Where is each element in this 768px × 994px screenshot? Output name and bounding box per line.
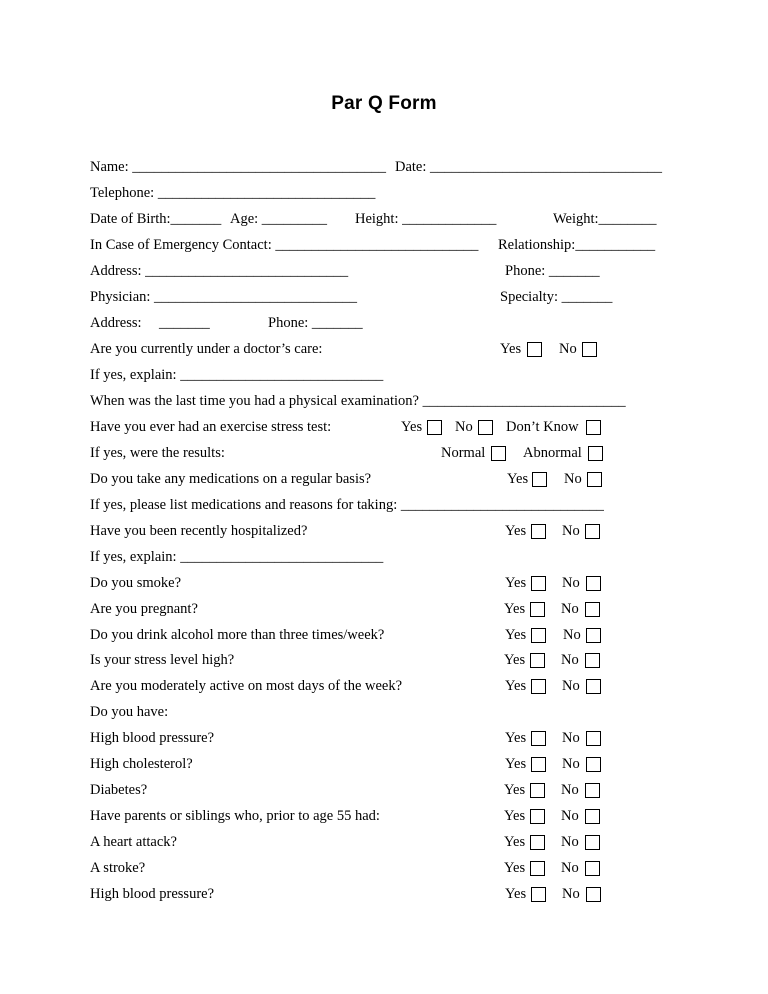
no-label: No bbox=[562, 730, 580, 746]
family-hbp-yes-checkbox[interactable] bbox=[531, 887, 546, 902]
smoke-no-checkbox[interactable] bbox=[586, 576, 601, 591]
question-pregnant: Are you pregnant? bbox=[90, 601, 198, 617]
no-label: No bbox=[455, 419, 473, 435]
page-title: Par Q Form bbox=[331, 93, 437, 114]
active-yes-checkbox[interactable] bbox=[531, 679, 546, 694]
physical-exam-field[interactable]: When was the last time you had a physical examination? ____________________________ bbox=[90, 393, 626, 409]
question-hospitalized: Have you been recently hospitalized? bbox=[90, 523, 308, 539]
diabetes-yes-checkbox[interactable] bbox=[530, 783, 545, 798]
yes-label: Yes bbox=[504, 652, 526, 668]
yes-label: Yes bbox=[505, 523, 527, 539]
heart-attack-no-checkbox[interactable] bbox=[585, 835, 600, 850]
yes-label: Yes bbox=[504, 808, 526, 824]
yes-label: Yes bbox=[505, 575, 527, 591]
emergency-contact-field[interactable]: In Case of Emergency Contact: ____________________________ bbox=[90, 237, 479, 253]
physician-address-field[interactable]: _______ bbox=[159, 315, 210, 331]
results-abnormal-checkbox[interactable] bbox=[588, 446, 603, 461]
question-medications: Do you take any medications on a regular basis? bbox=[90, 471, 372, 487]
yes-label: Yes bbox=[504, 601, 526, 617]
yes-label: Yes bbox=[505, 730, 527, 746]
no-label: No bbox=[561, 652, 579, 668]
question-smoke: Do you smoke? bbox=[90, 575, 182, 591]
pregnant-yes-checkbox[interactable] bbox=[530, 602, 545, 617]
pregnant-no-checkbox[interactable] bbox=[585, 602, 600, 617]
medications-list-field[interactable]: If yes, please list medications and reasons for taking: ____________________________ bbox=[90, 497, 604, 513]
hospitalized-yes-checkbox[interactable] bbox=[531, 524, 546, 539]
question-stress-level: Is your stress level high? bbox=[90, 652, 235, 668]
hbp-yes-checkbox[interactable] bbox=[531, 731, 546, 746]
no-label: No bbox=[561, 834, 579, 850]
no-label: No bbox=[561, 860, 579, 876]
yes-label: Yes bbox=[500, 341, 522, 357]
weight-field[interactable]: Weight:________ bbox=[553, 211, 657, 227]
name-field[interactable]: Name: ___________________________________ bbox=[90, 159, 387, 175]
question-family-high-blood-pressure: High blood pressure? bbox=[90, 886, 215, 902]
abnormal-label: Abnormal bbox=[523, 445, 582, 461]
dont-know-label: Don’t Know bbox=[506, 419, 579, 435]
stress-test-no-checkbox[interactable] bbox=[478, 420, 493, 435]
stress-test-dont-know-checkbox[interactable] bbox=[586, 420, 601, 435]
hospitalized-no-checkbox[interactable] bbox=[585, 524, 600, 539]
height-field[interactable]: Height: _____________ bbox=[355, 211, 497, 227]
heart-attack-yes-checkbox[interactable] bbox=[530, 835, 545, 850]
doctor-care-yes-checkbox[interactable] bbox=[527, 342, 542, 357]
stress-test-yes-checkbox[interactable] bbox=[427, 420, 442, 435]
yes-label: Yes bbox=[505, 756, 527, 772]
no-label: No bbox=[561, 782, 579, 798]
no-label: No bbox=[562, 886, 580, 902]
telephone-field[interactable]: Telephone: ______________________________ bbox=[90, 185, 376, 201]
yes-label: Yes bbox=[505, 627, 527, 643]
yes-label: Yes bbox=[507, 471, 529, 487]
no-label: No bbox=[562, 756, 580, 772]
no-label: No bbox=[561, 601, 579, 617]
medications-no-checkbox[interactable] bbox=[587, 472, 602, 487]
physician-phone-field[interactable]: Phone: _______ bbox=[268, 315, 363, 331]
explain-field-2[interactable]: If yes, explain: ____________________________ bbox=[90, 549, 384, 565]
age-field[interactable]: Age: _________ bbox=[230, 211, 328, 227]
cholesterol-no-checkbox[interactable] bbox=[586, 757, 601, 772]
doctor-care-no-checkbox[interactable] bbox=[582, 342, 597, 357]
question-parents-siblings: Have parents or siblings who, prior to age 55 had: bbox=[90, 808, 380, 824]
explain-field-1[interactable]: If yes, explain: ____________________________ bbox=[90, 367, 384, 383]
question-alcohol: Do you drink alcohol more than three times/week? bbox=[90, 627, 385, 643]
stroke-no-checkbox[interactable] bbox=[585, 861, 600, 876]
yes-label: Yes bbox=[504, 860, 526, 876]
no-label: No bbox=[562, 678, 580, 694]
stress-no-checkbox[interactable] bbox=[585, 653, 600, 668]
results-normal-checkbox[interactable] bbox=[491, 446, 506, 461]
physician-address-label: Address: bbox=[90, 315, 142, 331]
question-heart-attack: A heart attack? bbox=[90, 834, 177, 850]
normal-label: Normal bbox=[441, 445, 486, 461]
do-you-have-heading: Do you have: bbox=[90, 704, 169, 720]
smoke-yes-checkbox[interactable] bbox=[531, 576, 546, 591]
question-high-cholesterol: High cholesterol? bbox=[90, 756, 193, 772]
relationship-field[interactable]: Relationship:___________ bbox=[498, 237, 656, 253]
physician-field[interactable]: Physician: ____________________________ bbox=[90, 289, 358, 305]
specialty-field[interactable]: Specialty: _______ bbox=[500, 289, 613, 305]
no-label: No bbox=[564, 471, 582, 487]
alcohol-yes-checkbox[interactable] bbox=[531, 628, 546, 643]
question-stress-test: Have you ever had an exercise stress test: bbox=[90, 419, 332, 435]
diabetes-no-checkbox[interactable] bbox=[585, 783, 600, 798]
no-label: No bbox=[562, 523, 580, 539]
question-high-blood-pressure: High blood pressure? bbox=[90, 730, 215, 746]
dob-field[interactable]: Date of Birth:_______ bbox=[90, 211, 222, 227]
no-label: No bbox=[563, 627, 581, 643]
active-no-checkbox[interactable] bbox=[586, 679, 601, 694]
alcohol-no-checkbox[interactable] bbox=[586, 628, 601, 643]
question-stroke: A stroke? bbox=[90, 860, 146, 876]
hbp-no-checkbox[interactable] bbox=[586, 731, 601, 746]
yes-label: Yes bbox=[401, 419, 423, 435]
parents-yes-checkbox[interactable] bbox=[530, 809, 545, 824]
family-hbp-no-checkbox[interactable] bbox=[586, 887, 601, 902]
yes-label: Yes bbox=[504, 834, 526, 850]
medications-yes-checkbox[interactable] bbox=[532, 472, 547, 487]
parents-no-checkbox[interactable] bbox=[585, 809, 600, 824]
no-label: No bbox=[559, 341, 577, 357]
stress-yes-checkbox[interactable] bbox=[530, 653, 545, 668]
stroke-yes-checkbox[interactable] bbox=[530, 861, 545, 876]
results-label: If yes, were the results: bbox=[90, 445, 225, 461]
question-active: Are you moderately active on most days of the week? bbox=[90, 678, 403, 694]
no-label: No bbox=[561, 808, 579, 824]
question-diabetes: Diabetes? bbox=[90, 782, 148, 798]
cholesterol-yes-checkbox[interactable] bbox=[531, 757, 546, 772]
date-field[interactable]: Date: ________________________________ bbox=[395, 159, 663, 175]
yes-label: Yes bbox=[505, 886, 527, 902]
question-doctor-care: Are you currently under a doctor’s care: bbox=[90, 341, 323, 357]
address-field[interactable]: Address: ____________________________ bbox=[90, 263, 349, 279]
yes-label: Yes bbox=[505, 678, 527, 694]
no-label: No bbox=[562, 575, 580, 591]
yes-label: Yes bbox=[504, 782, 526, 798]
phone-field[interactable]: Phone: _______ bbox=[505, 263, 600, 279]
